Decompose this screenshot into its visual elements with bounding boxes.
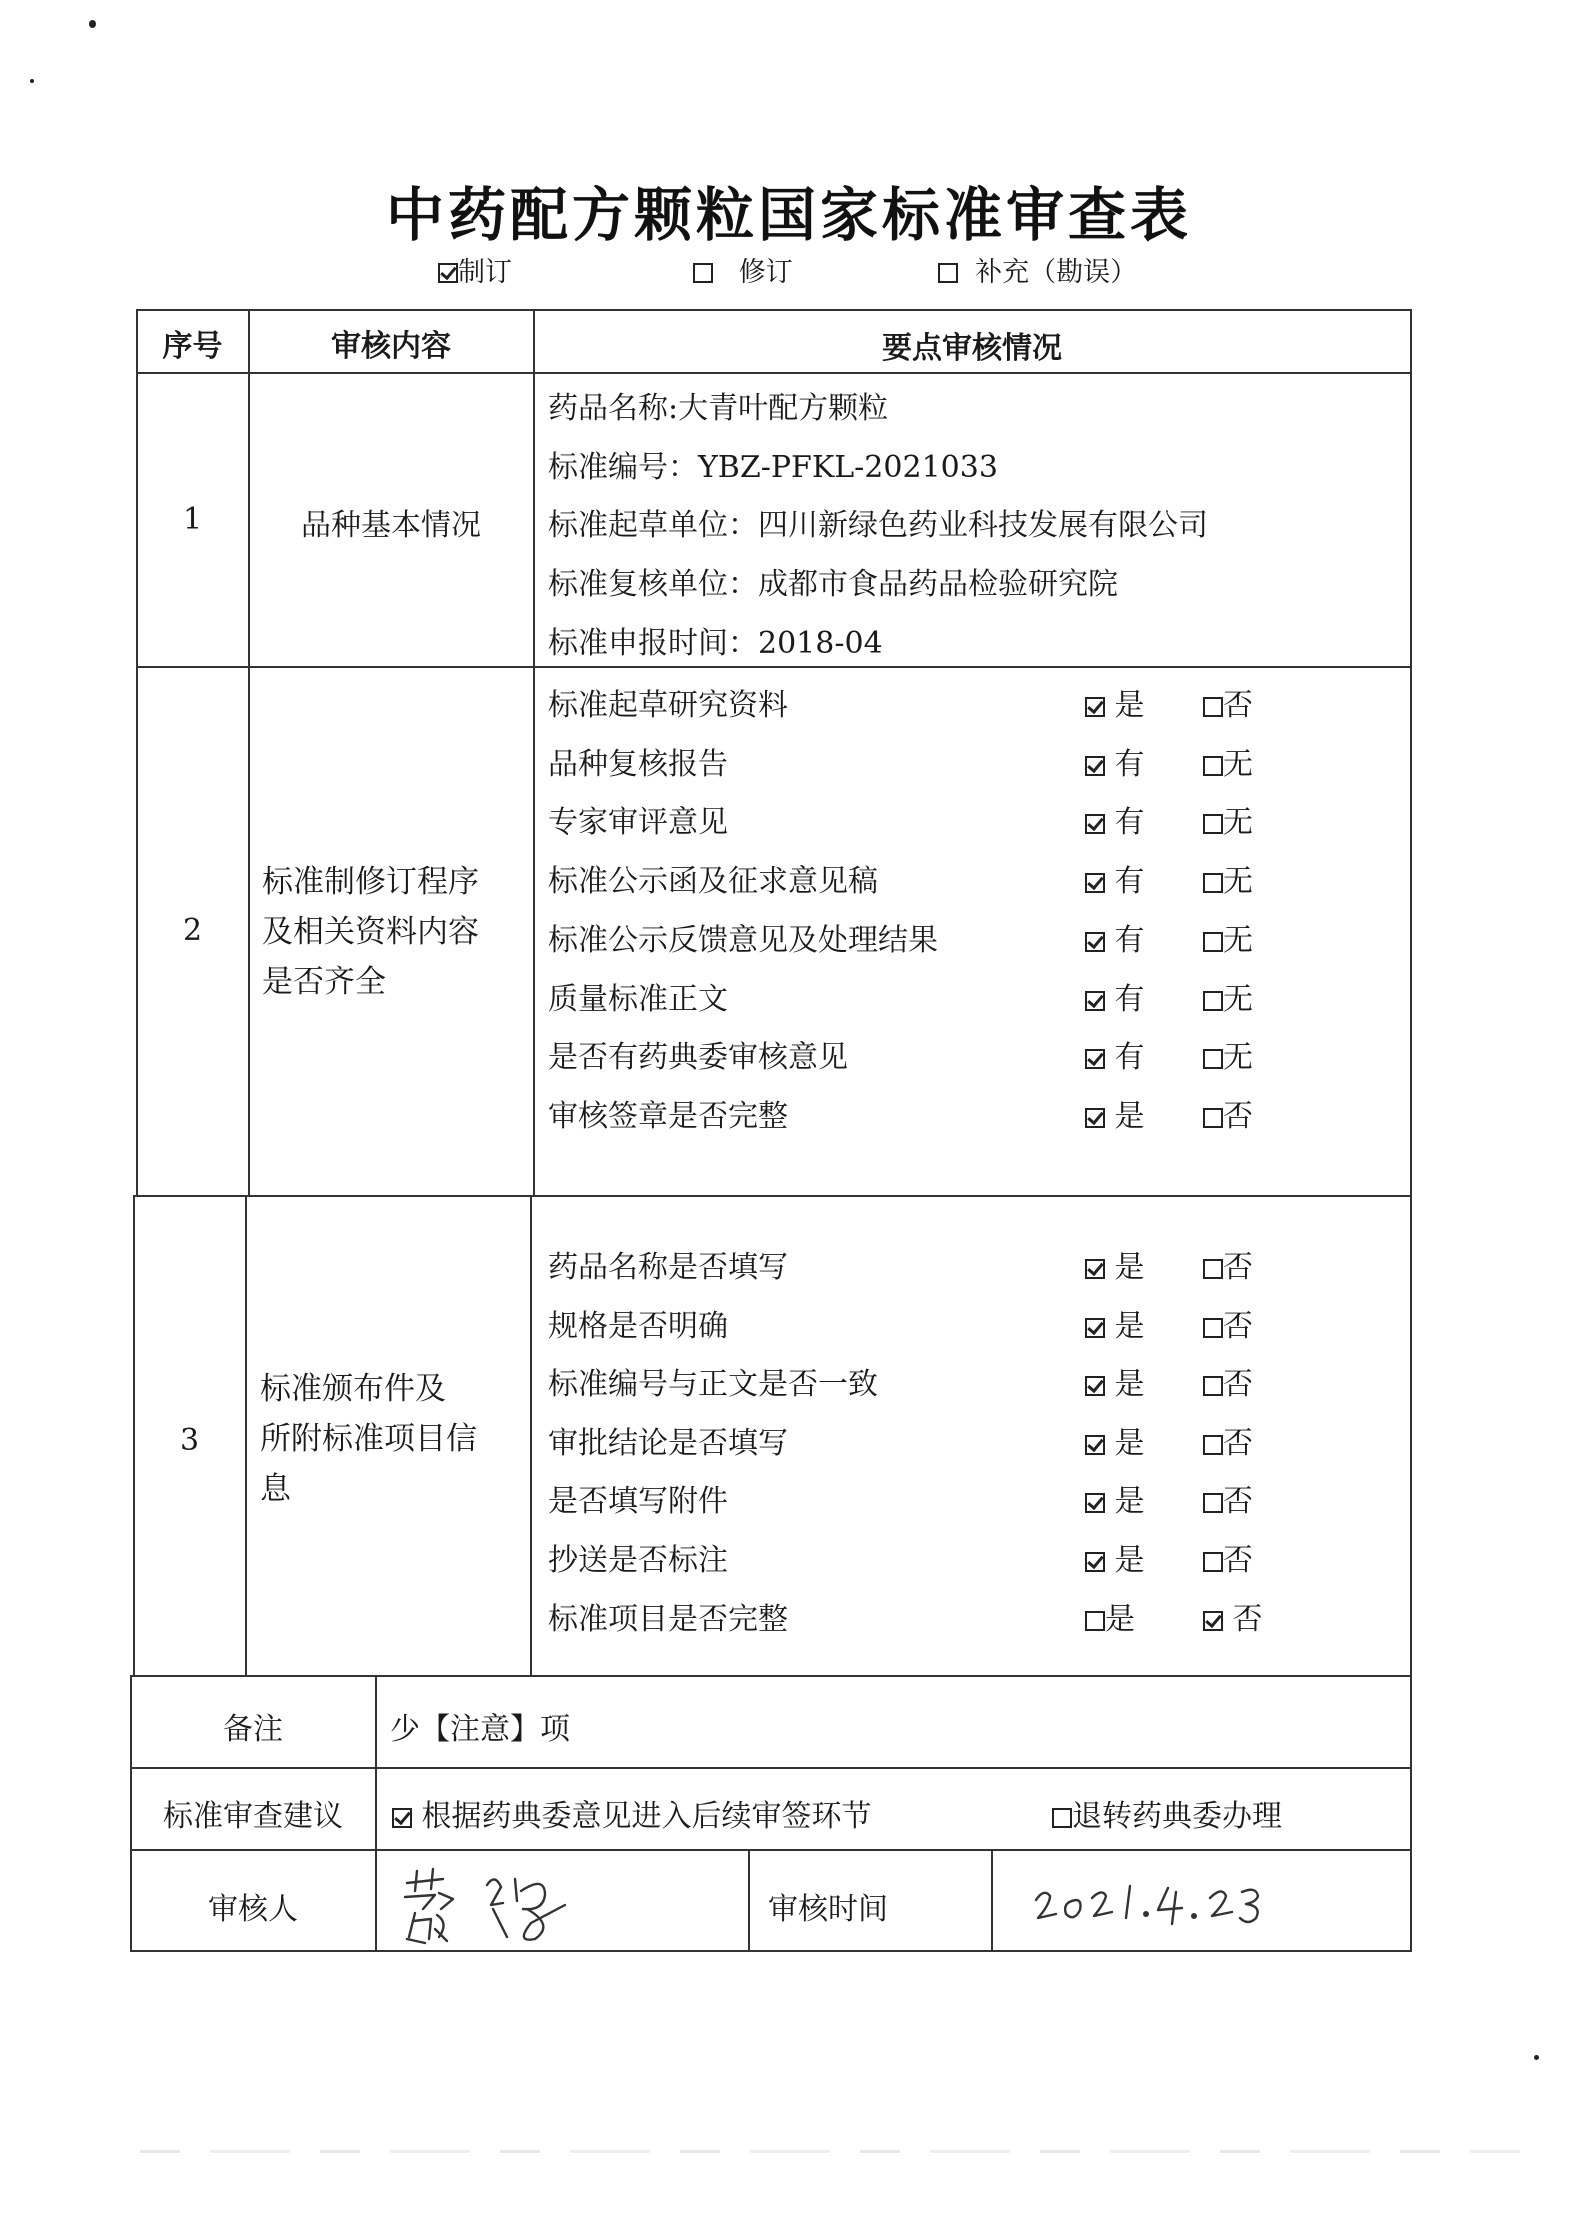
option-yes[interactable] (1085, 974, 1145, 1018)
table-rule (533, 309, 535, 1195)
header-content: 审核内容 (331, 329, 451, 364)
section1-line: 药品名称:大青叶配方颗粒 (548, 391, 889, 426)
table-rule (748, 1849, 750, 1951)
checklist-item-label: 品种复核报告 (548, 746, 728, 782)
option-label: 是 (1105, 1367, 1145, 1403)
signature-image (395, 1865, 615, 1945)
header-seq: 序号 (162, 329, 223, 364)
option-no[interactable] (1203, 739, 1253, 783)
option-label: 是 (1105, 1425, 1145, 1461)
checklist-item-label: 标准编号与正文是否一致 (548, 1367, 878, 1403)
checkbox-icon[interactable] (1085, 1049, 1105, 1069)
review-type-option[interactable] (438, 250, 512, 289)
section3-title-line: 所附标准项目信 (260, 1421, 477, 1457)
section1-line: 标准申报时间：2018-04 (548, 626, 883, 661)
option-no[interactable] (1203, 1359, 1253, 1403)
option-no[interactable] (1203, 797, 1253, 841)
suggestion-option-label: 退转药典委办理 (1072, 1799, 1282, 1834)
checklist-item-label: 标准公示反馈意见及处理结果 (548, 922, 938, 958)
option-label: 否 (1223, 688, 1253, 723)
checklist-item-label: 质量标准正文 (548, 981, 728, 1017)
scan-speck (1534, 2055, 1539, 2060)
checkbox-icon[interactable] (1085, 1435, 1105, 1455)
option-yes[interactable] (1085, 1594, 1135, 1638)
suggestion-label: 标准审查建议 (163, 1799, 343, 1834)
checkbox-icon[interactable] (1085, 991, 1105, 1011)
suggestion-option-continue[interactable] (392, 1791, 872, 1835)
checklist-item-label: 审核签章是否完整 (548, 1098, 788, 1134)
option-label: 否 (1223, 1484, 1253, 1520)
scan-speck (30, 79, 34, 83)
review-type-label: 修订 (738, 257, 793, 288)
section1-line: 标准起草单位：四川新绿色药业科技发展有限公司 (548, 508, 1208, 543)
review-type-label: 补充（勘误） (975, 257, 1138, 288)
table-rule (130, 1849, 1412, 1851)
section3-title (260, 1364, 477, 1514)
checkbox-icon[interactable] (1203, 1259, 1223, 1279)
table-rule (991, 1849, 993, 1951)
checkbox-icon[interactable] (1085, 1259, 1105, 1279)
section2-title-line: 及相关资料内容 (262, 914, 479, 950)
checkbox-icon[interactable] (1203, 1552, 1223, 1572)
review-type-option[interactable] (693, 250, 793, 289)
option-yes[interactable] (1085, 1242, 1145, 1286)
table-rule (248, 309, 250, 1195)
checkbox-icon[interactable] (1203, 1376, 1223, 1396)
option-label: 是 (1105, 688, 1145, 723)
checkbox-icon[interactable] (693, 263, 713, 283)
section3-no: 3 (179, 1423, 200, 1458)
table-rule (133, 1195, 1412, 1197)
option-no[interactable] (1203, 1032, 1253, 1076)
checkbox-icon[interactable] (1203, 756, 1223, 776)
scan-speck (89, 20, 96, 28)
table-rule (245, 1195, 247, 1675)
option-yes[interactable] (1085, 1091, 1145, 1135)
checkbox-icon[interactable] (1085, 1318, 1105, 1338)
option-no[interactable] (1203, 1418, 1253, 1462)
checkbox-icon[interactable] (938, 263, 958, 283)
checkbox-icon[interactable] (438, 263, 458, 283)
option-label: 无 (1223, 805, 1253, 841)
option-label: 有 (1105, 805, 1145, 841)
header-status: 要点审核情况 (882, 331, 1062, 366)
section1-title: 品种基本情况 (301, 508, 481, 543)
option-label: 有 (1105, 864, 1145, 900)
option-yes[interactable] (1085, 1535, 1145, 1579)
option-label: 否 (1223, 1308, 1253, 1344)
checkbox-icon[interactable] (1085, 697, 1105, 717)
checklist-item-label: 是否填写附件 (548, 1484, 728, 1520)
table-rule (136, 309, 138, 1195)
option-yes[interactable] (1085, 1476, 1145, 1520)
checkbox-icon[interactable] (1203, 1493, 1223, 1513)
checkbox-icon[interactable] (1085, 1108, 1105, 1128)
table-rule (136, 309, 1412, 311)
option-yes[interactable] (1085, 1418, 1145, 1462)
option-label: 无 (1223, 922, 1253, 958)
review-type-option[interactable] (938, 250, 1137, 289)
suggestion-option-return[interactable] (1052, 1791, 1282, 1835)
section2-title-line: 是否齐全 (262, 964, 386, 1000)
checkbox-icon[interactable] (392, 1808, 412, 1828)
section3-title-line: 标准颁布件及 (260, 1371, 446, 1407)
option-label: 是 (1105, 1543, 1145, 1578)
checkbox-icon[interactable] (1085, 1376, 1105, 1396)
option-no[interactable] (1203, 1301, 1253, 1345)
option-label: 是 (1105, 1098, 1145, 1134)
checkbox-icon[interactable] (1085, 873, 1105, 893)
option-no[interactable] (1203, 974, 1253, 1018)
option-label: 无 (1223, 981, 1253, 1017)
option-no[interactable] (1203, 915, 1253, 959)
form-title: 中药配方颗粒国家标准审查表 (385, 181, 1192, 249)
option-no[interactable] (1203, 1594, 1263, 1638)
table-rule (130, 1675, 1412, 1677)
option-yes[interactable] (1085, 915, 1145, 959)
review-time-value (1030, 1878, 1290, 1938)
option-yes[interactable] (1085, 797, 1145, 841)
option-label: 有 (1105, 981, 1145, 1017)
option-no[interactable] (1203, 856, 1253, 900)
section2-title-line: 标准制修订程序 (262, 864, 479, 900)
checklist-item-label: 标准公示函及征求意见稿 (548, 864, 878, 900)
table-rule (130, 1950, 1412, 1952)
option-yes[interactable] (1085, 1032, 1145, 1076)
reviewer-label: 审核人 (208, 1892, 298, 1927)
option-label: 有 (1105, 922, 1145, 958)
checkbox-icon[interactable] (1085, 1493, 1105, 1513)
option-no[interactable] (1203, 1535, 1253, 1579)
checkbox-icon[interactable] (1203, 1318, 1223, 1338)
checkbox-icon[interactable] (1203, 1611, 1223, 1631)
checklist-item-label: 标准项目是否完整 (548, 1601, 788, 1637)
remarks-label: 备注 (223, 1712, 283, 1747)
checkbox-icon[interactable] (1203, 991, 1223, 1011)
option-label: 否 (1223, 1601, 1263, 1637)
option-label: 无 (1223, 746, 1253, 782)
option-label: 是 (1105, 1250, 1145, 1285)
checkbox-icon[interactable] (1203, 697, 1223, 717)
checkbox-icon[interactable] (1085, 1552, 1105, 1572)
checkbox-icon[interactable] (1203, 932, 1223, 952)
option-yes[interactable] (1085, 680, 1145, 724)
option-label: 否 (1223, 1367, 1253, 1403)
table-rule (1410, 309, 1412, 1951)
option-yes[interactable] (1085, 856, 1145, 900)
checklist-item-label: 规格是否明确 (548, 1308, 728, 1344)
checkbox-icon[interactable] (1203, 1435, 1223, 1455)
option-label: 否 (1223, 1098, 1253, 1134)
option-label: 否 (1223, 1543, 1253, 1578)
checkbox-icon[interactable] (1203, 1108, 1223, 1128)
checklist-item-label: 专家审评意见 (548, 805, 728, 841)
checklist-item-label: 审批结论是否填写 (548, 1425, 788, 1461)
option-label: 是 (1105, 1308, 1145, 1344)
checkbox-icon[interactable] (1052, 1808, 1072, 1828)
section1-line: 标准编号：YBZ-PFKL-2021033 (548, 450, 998, 485)
option-label: 否 (1223, 1250, 1253, 1285)
section2-title (262, 857, 479, 1007)
scan-noise (140, 2150, 1520, 2153)
remarks-value: 少【注意】项 (390, 1712, 570, 1747)
handwritten-date (1030, 1878, 1290, 1934)
checkbox-icon[interactable] (1085, 756, 1105, 776)
option-no[interactable] (1203, 680, 1253, 724)
table-rule (136, 666, 1412, 668)
checkbox-icon[interactable] (1085, 814, 1105, 834)
suggestion-option-label: 根据药典委意见进入后续审签环节 (421, 1799, 872, 1834)
section1-no: 1 (182, 502, 203, 537)
checklist-item-label: 标准起草研究资料 (548, 688, 788, 723)
review-type-label: 制订 (458, 257, 512, 288)
checkbox-icon[interactable] (1203, 873, 1223, 893)
option-yes[interactable] (1085, 739, 1145, 783)
checkbox-icon[interactable] (1203, 814, 1223, 834)
option-label: 是 (1105, 1484, 1145, 1520)
option-label: 无 (1223, 864, 1253, 900)
option-no[interactable] (1203, 1091, 1253, 1135)
section2-no: 2 (182, 913, 203, 948)
option-yes[interactable] (1085, 1301, 1145, 1345)
option-label: 无 (1223, 1040, 1253, 1076)
table-rule (136, 372, 1412, 374)
option-label: 有 (1105, 746, 1145, 782)
section1-line: 标准复核单位：成都市食品药品检验研究院 (548, 567, 1118, 602)
review-time-label: 审核时间 (768, 1892, 888, 1927)
checkbox-icon[interactable] (1085, 932, 1105, 952)
option-label: 否 (1223, 1425, 1253, 1461)
checkbox-icon[interactable] (1085, 1611, 1105, 1631)
reviewer-signature (395, 1865, 615, 1949)
option-no[interactable] (1203, 1242, 1253, 1286)
checklist-item-label: 是否有药典委审核意见 (548, 1040, 848, 1076)
checklist-item-label: 药品名称是否填写 (548, 1250, 788, 1285)
checkbox-icon[interactable] (1203, 1049, 1223, 1069)
section3-title-line: 息 (260, 1471, 291, 1507)
checklist-item-label: 抄送是否标注 (548, 1543, 728, 1578)
option-label: 有 (1105, 1040, 1145, 1076)
option-yes[interactable] (1085, 1359, 1145, 1403)
table-rule (130, 1767, 1412, 1769)
option-no[interactable] (1203, 1476, 1253, 1520)
table-rule (530, 1195, 532, 1675)
table-rule (375, 1675, 377, 1951)
option-label: 是 (1105, 1601, 1135, 1637)
